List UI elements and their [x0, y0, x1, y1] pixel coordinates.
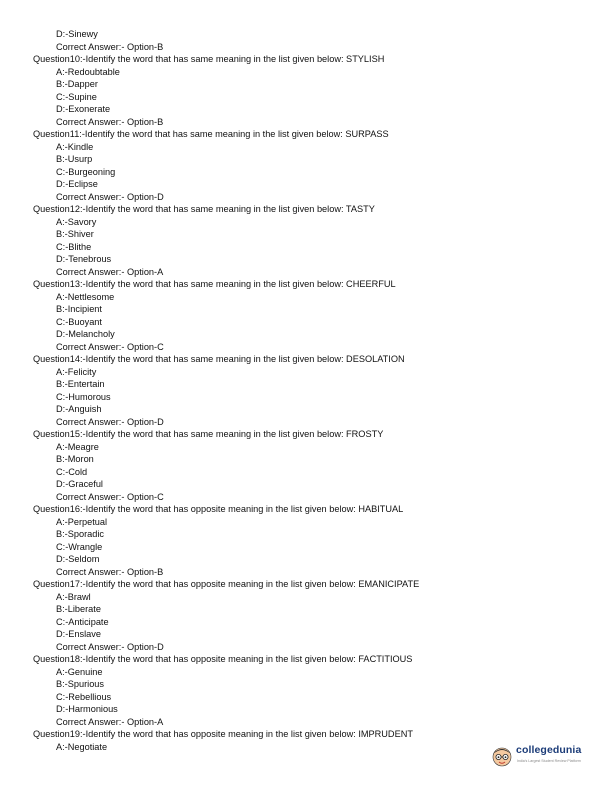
option-line: C:-Rebellious: [56, 691, 112, 702]
option-line: D:-Sinewy: [56, 29, 98, 39]
option-line: D:-Graceful: [56, 479, 103, 489]
question-line: Question12:-Identify the word that has same meaning in the list given below: TASTY: [33, 204, 375, 214]
option-line: A:-Perpetual: [56, 516, 108, 527]
option-line: D:-Anguish: [56, 404, 102, 414]
option-line: A:-Savory: [56, 216, 97, 227]
document-body: [0, 28, 612, 753]
mascot-icon: [490, 744, 514, 768]
correct-answer-line: Correct Answer:- Option-D: [56, 416, 164, 427]
option-line: B:-Entertain: [56, 379, 105, 389]
correct-answer-line: Correct Answer:- Option-B: [56, 41, 164, 52]
option-line: B:-Spurious: [56, 679, 105, 689]
option-line: C:-Buoyant: [56, 316, 102, 327]
option-line: B:-Liberate: [56, 604, 101, 614]
option-line: B:-Incipient: [56, 304, 102, 314]
option-line: C:-Supine: [56, 91, 97, 102]
option-line: D:-Exonerate: [56, 104, 111, 114]
option-line: A:-Felicity: [56, 366, 97, 377]
option-line: D:-Melancholy: [56, 329, 115, 339]
question-line: Question16:-Identify the word that has opposite meaning in the list given below: HABITUAL: [33, 504, 404, 514]
option-line: B:-Moron: [56, 454, 94, 464]
option-line: D:-Tenebrous: [56, 254, 112, 264]
correct-answer-line: Correct Answer:- Option-B: [56, 566, 164, 577]
correct-answer-line: Correct Answer:- Option-C: [56, 491, 164, 502]
correct-answer-line: Correct Answer:- Option-D: [56, 191, 164, 202]
option-line: A:-Kindle: [56, 141, 94, 152]
option-line: B:-Usurp: [56, 154, 93, 164]
question-line: Question10:-Identify the word that has same meaning in the list given below: STYLISH: [33, 54, 385, 64]
correct-answer-line: Correct Answer:- Option-B: [56, 116, 164, 127]
question-line: Question17:-Identify the word that has opposite meaning in the list given below: EMANICIPATE: [33, 579, 420, 589]
correct-answer-line: Correct Answer:- Option-A: [56, 266, 164, 277]
logo-brand-text: collegedunia: [516, 744, 582, 756]
option-line: A:-Brawl: [56, 591, 91, 602]
correct-answer-line: Correct Answer:- Option-D: [56, 641, 164, 652]
option-line: D:-Seldom: [56, 554, 100, 564]
option-line: A:-Redoubtable: [56, 66, 120, 77]
option-line: A:-Meagre: [56, 441, 99, 452]
option-line: C:-Burgeoning: [56, 166, 116, 177]
option-line: D:-Eclipse: [56, 179, 98, 189]
option-line: B:-Shiver: [56, 229, 94, 239]
question-line: Question13:-Identify the word that has same meaning in the list given below: CHEERFUL: [33, 279, 396, 289]
question-line: Question15:-Identify the word that has same meaning in the list given below: FROSTY: [33, 429, 384, 439]
correct-answer-line: Correct Answer:- Option-C: [56, 341, 164, 352]
option-line: A:-Genuine: [56, 666, 103, 677]
option-line: D:-Harmonious: [56, 704, 118, 714]
question-line: Question11:-Identify the word that has same meaning in the list given below: SURPASS: [33, 129, 389, 139]
question-line: Question19:-Identify the word that has opposite meaning in the list given below: IMPRUDENT: [33, 729, 413, 739]
correct-answer-line: Correct Answer:- Option-A: [56, 716, 164, 727]
option-line: C:-Humorous: [56, 391, 111, 402]
option-line: A:-Negotiate: [56, 741, 108, 752]
option-line: B:-Sporadic: [56, 529, 105, 539]
option-line: C:-Anticipate: [56, 616, 109, 627]
option-line: D:-Enslave: [56, 629, 101, 639]
option-line: A:-Nettlesome: [56, 291, 115, 302]
collegedunia-logo: [490, 740, 608, 772]
question-line: Question18:-Identify the word that has opposite meaning in the list given below: FACTITIOUS: [33, 654, 413, 664]
question-line: Question14:-Identify the word that has same meaning in the list given below: DESOLATION: [33, 354, 405, 364]
option-line: C:-Cold: [56, 466, 88, 477]
logo-tagline: India's Largest Student Review Platform: [517, 759, 581, 763]
option-line: C:-Blithe: [56, 241, 92, 252]
option-line: B:-Dapper: [56, 79, 98, 89]
option-line: C:-Wrangle: [56, 541, 103, 552]
